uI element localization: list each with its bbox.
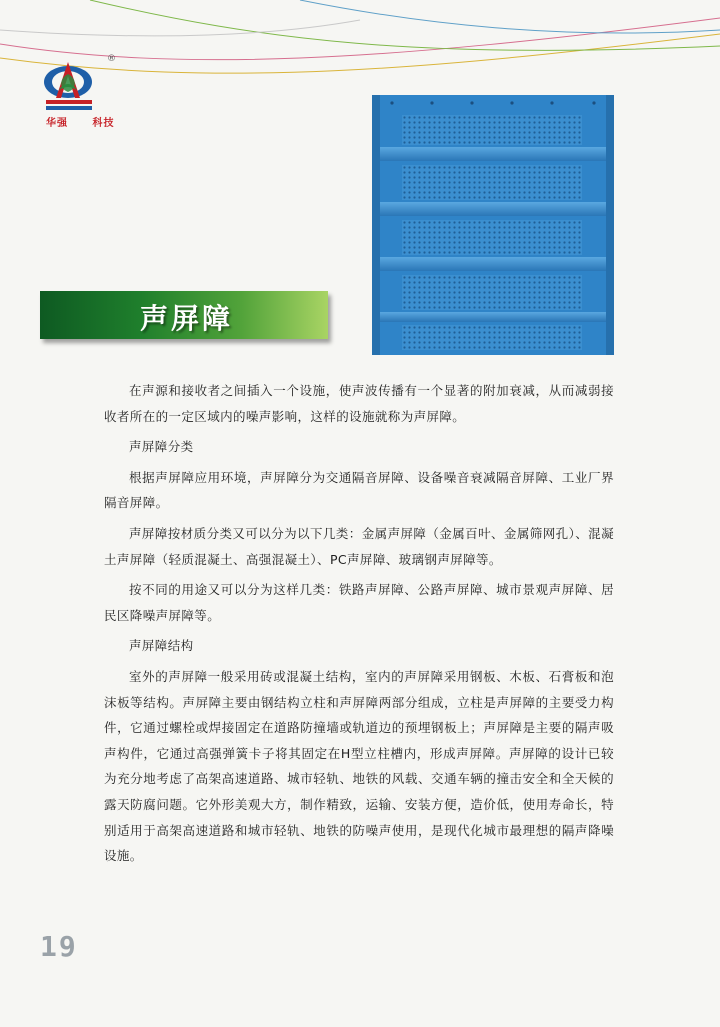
intro-paragraph: 在声源和接收者之间插入一个设施，使声波传播有一个显著的附加衰减，从而减弱接收者所在的一定区域内的噪声影响，这样的设施就称为声屏障。 <box>104 383 614 424</box>
brand-name-part2: 科技 <box>92 118 115 129</box>
brand-name-part1: 华强 <box>46 118 68 129</box>
section-title: 声屏障 <box>140 302 234 335</box>
article-body <box>104 378 614 869</box>
page-number: 19 <box>40 930 78 963</box>
structure-paragraph: 室外的声屏障一般采用砖或混凝土结构，室内的声屏障采用钢板、木板、石膏板和泡沫板等结构。声屏障主要由钢结构立柱和声屏障两部分组成，立柱是声屏障的主要受力构件，它通过螺栓或焊接固定在道路防撞墙或轨道边的预埋钢板上；声屏障是主要的隔声吸声构件，它通过高强弹簧卡子将其固定在H型立柱槽内，形成声屏障。声屏障的设计已较为充分地考虑了高架高速道路、城市轻轨、地铁的风载、交通车辆的撞击安全和全天候的露天防腐问题。它外形美观大方，制作精致，运输、安装方便，造价低，使用寿命长，特别适用于高架高速道路和城市轻轨、地铁的防噪声使用，是现代化城市最理想的隔声降噪设施。 <box>104 668 614 864</box>
sound-barrier-panel-image <box>372 95 614 355</box>
classification-by-use: 按不同的用途又可以分为这样几类：铁路声屏障、公路声屏障、城市景观声屏障、居民区降噪声屏障等。 <box>104 582 614 623</box>
registered-mark: ® <box>107 54 116 64</box>
subheading-classification: 声屏障分类 <box>129 439 194 455</box>
classification-by-environment: 根据声屏障应用环境，声屏障分为交通隔音屏障、设备噪音衰减隔音屏障、工业厂界隔音屏障。 <box>104 469 614 511</box>
subheading-structure: 声屏障结构 <box>129 638 194 654</box>
brand-name <box>46 114 136 129</box>
classification-by-material: 声屏障按材质分类又可以分为以下几类：金属声屏障（金属百叶、金属筛网孔）、混凝土声屏障（轻质混凝土、高强混凝土）、PC声屏障、玻璃钢声屏障等。 <box>104 525 614 567</box>
